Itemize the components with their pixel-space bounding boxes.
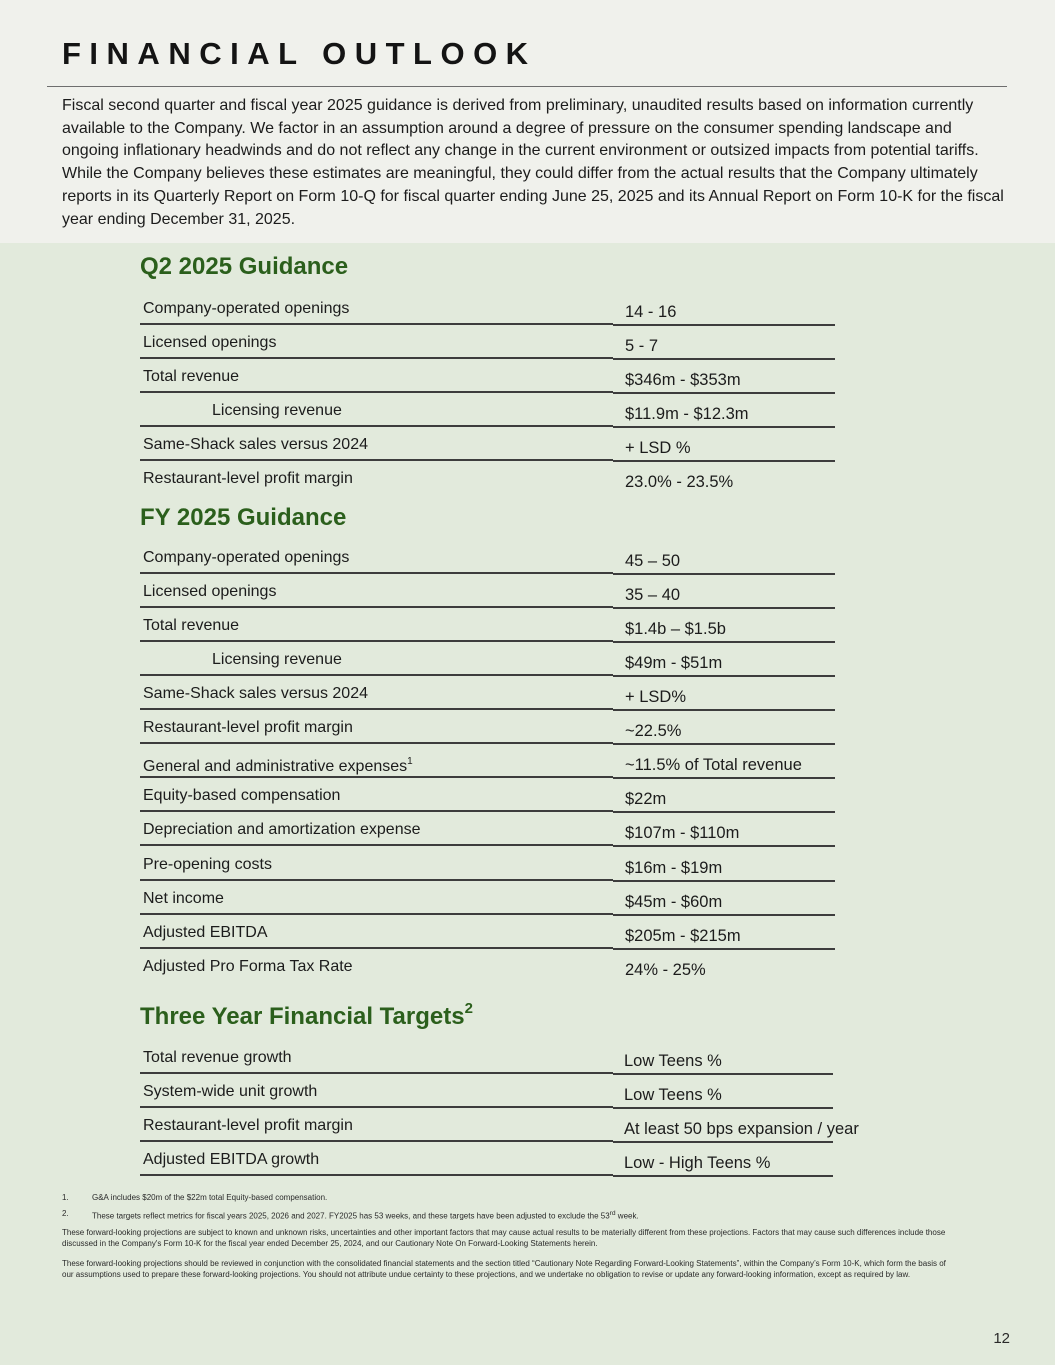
- fy-row-value: $205m - $215m: [625, 927, 741, 945]
- row-divider: [140, 1106, 613, 1108]
- fy-guidance-title: FY 2025 Guidance: [140, 504, 347, 531]
- fy-row-label: Company-operated openings: [143, 549, 350, 566]
- row-divider: [613, 1107, 833, 1109]
- row-divider: [613, 641, 835, 643]
- targets-row: [140, 1082, 836, 1116]
- fy-row-label: Restaurant-level profit margin: [143, 719, 353, 736]
- fy-row: [140, 786, 836, 820]
- disclaimer-paragraph-2: These forward-looking projections should be reviewed in conjunction with the consolidated financial statements and the section titled “Cautionary Note Regarding Forward-Looking Statements”, within the Company’s Form 10-K, which form the basis of our assumptions used to prepare these forward-looking projections. You should not attribute undue certainty to these projections, and we undertake no obligation to revise or update any forward-looking information, except as required by law.: [62, 1258, 946, 1279]
- targets-row-value: Low - High Teens %: [624, 1154, 771, 1172]
- q2-row-label: Restaurant-level profit margin: [143, 470, 353, 487]
- fy-row-value: ~22.5%: [625, 722, 682, 740]
- fy-row-value: $107m - $110m: [625, 824, 740, 842]
- fy-row-label: Adjusted Pro Forma Tax Rate: [143, 958, 353, 975]
- row-divider: [140, 1174, 613, 1176]
- row-divider: [613, 1141, 833, 1143]
- row-divider: [613, 948, 835, 950]
- footnote-text-b: week.: [615, 1211, 639, 1221]
- row-divider: [140, 879, 613, 881]
- targets-row-label: Total revenue growth: [143, 1049, 292, 1066]
- q2-row-value: 5 - 7: [625, 337, 659, 355]
- fy-row-label: Equity-based compensation: [143, 787, 341, 804]
- fy-row-label: Net income: [143, 890, 224, 907]
- fy-row-label: Adjusted EBITDA: [143, 924, 268, 941]
- footnote-ref-2: 2: [464, 1000, 473, 1017]
- row-divider: [140, 674, 613, 676]
- q2-row-value: 14 - 16: [625, 303, 677, 321]
- row-divider: [140, 323, 613, 325]
- fy-row: [140, 684, 836, 718]
- fy-row-label: [143, 752, 413, 777]
- fy-row: [140, 889, 836, 923]
- fy-row-label: Pre-opening costs: [143, 856, 272, 873]
- fy-row-label: Same-Shack sales versus 2024: [143, 685, 368, 702]
- targets-row-value: Low Teens %: [624, 1052, 722, 1070]
- q2-row-value: $346m - $353m: [625, 371, 741, 389]
- targets-title: [140, 1000, 473, 1031]
- fy-row-label-text: General and administrative expenses: [143, 758, 408, 775]
- fy-row-label: Licensing revenue: [212, 651, 342, 668]
- row-divider: [140, 606, 613, 608]
- fy-row-value: $45m - $60m: [625, 893, 723, 911]
- row-divider: [613, 1073, 833, 1075]
- targets-row: [140, 1116, 859, 1150]
- row-divider: [140, 357, 613, 359]
- row-divider: [140, 425, 613, 427]
- targets-row: [140, 1048, 836, 1082]
- fy-row: [140, 548, 836, 582]
- fy-row-value: 35 – 40: [625, 586, 681, 604]
- q2-row-label: Same-Shack sales versus 2024: [143, 436, 368, 453]
- row-divider: [613, 392, 835, 394]
- row-divider: [613, 1175, 833, 1177]
- footnote-text: G&A includes $20m of the $22m total Equity-based compensation.: [92, 1193, 328, 1202]
- fy-row: [140, 957, 836, 991]
- row-divider: [140, 776, 613, 778]
- row-divider: [140, 459, 613, 461]
- targets-row-label: Adjusted EBITDA growth: [143, 1151, 320, 1168]
- row-divider: [613, 426, 835, 428]
- footnote-1: [62, 1192, 957, 1203]
- q2-row-value: + LSD %: [625, 439, 691, 457]
- fy-row-value: ~11.5% of Total revenue: [625, 756, 802, 774]
- row-divider: [140, 572, 613, 574]
- fy-row: [140, 650, 836, 684]
- targets-row-value: At least 50 bps expansion / year: [624, 1120, 859, 1138]
- fy-row: [140, 923, 836, 957]
- row-divider: [613, 324, 835, 326]
- disclaimer-paragraph-1: These forward-looking projections are subject to known and unknown risks, uncertainties and other important factors that may cause actual results to be materially different from these projections. Factors that may cause such differences include those discussed in the Company's Form 10-K for the fiscal year ended December 25, 2024, and our Cautionary Note On Forward-Looking Statements herein.: [62, 1227, 946, 1248]
- row-divider: [613, 914, 835, 916]
- footnote-sup: rd: [609, 1210, 616, 1217]
- row-divider: [140, 810, 613, 812]
- fy-row-value: $1.4b – $1.5b: [625, 620, 726, 638]
- row-divider: [613, 743, 835, 745]
- row-divider: [140, 913, 613, 915]
- footnote-text: [92, 1208, 639, 1222]
- row-divider: [613, 709, 835, 711]
- row-divider: [613, 573, 835, 575]
- row-divider: [140, 844, 613, 846]
- q2-guidance-title: Q2 2025 Guidance: [140, 253, 349, 280]
- q2-row: [140, 401, 836, 435]
- q2-row-label: Company-operated openings: [143, 300, 350, 317]
- row-divider: [140, 391, 613, 393]
- footnote-number: 2.: [62, 1209, 69, 1218]
- targets-row-value: Low Teens %: [624, 1086, 722, 1104]
- q2-row: [140, 435, 836, 469]
- q2-row: [140, 299, 836, 333]
- q2-row: [140, 469, 836, 503]
- footnote-ref-1: 1: [407, 756, 413, 767]
- row-divider: [140, 1072, 613, 1074]
- intro-paragraph: Fiscal second quarter and fiscal year 2025 guidance is derived from preliminary, unaudited results based on information currently available to the Company. We factor in an assumption around a degree of pressure on the consumer spending landscape and ongoing inflationary headwinds and do not reflect any change in the current environment or outsized impacts from potential tariffs. While the Company believes these estimates are meaningful, they could differ from the actual results that the Company ultimately reports in its Quarterly Report on Form 10-Q for fiscal quarter ending June 25, 2025 and its Annual Report on Form 10-K for the fiscal year ending December 31, 2025.: [62, 97, 1004, 228]
- row-divider: [613, 880, 835, 882]
- fy-row-value: $22m: [625, 790, 667, 808]
- footnote-text-a: These targets reflect metrics for fiscal years 2025, 2026 and 2027. FY2025 has 53 weeks, and these targets have been adjusted to exclude the 53: [92, 1211, 610, 1221]
- fy-row: [140, 582, 836, 616]
- q2-row-label: Total revenue: [143, 368, 240, 385]
- footnote-number: 1.: [62, 1193, 69, 1202]
- q2-row-label: Licensed openings: [143, 334, 277, 351]
- targets-row-label: Restaurant-level profit margin: [143, 1117, 353, 1134]
- fy-row: [140, 855, 836, 889]
- fy-row: [140, 820, 836, 854]
- q2-row-value: 23.0% - 23.5%: [625, 473, 734, 491]
- row-divider: [140, 1140, 613, 1142]
- fy-row-value: + LSD%: [625, 688, 686, 706]
- fy-row-label: Licensed openings: [143, 583, 277, 600]
- footnotes: [62, 1192, 957, 1280]
- page-number: 12: [993, 1330, 1010, 1347]
- q2-row: [140, 333, 836, 367]
- targets-row-label: System-wide unit growth: [143, 1083, 318, 1100]
- fy-row-value: $16m - $19m: [625, 859, 723, 877]
- targets-title-text: Three Year Financial Targets: [140, 1003, 465, 1030]
- fy-row: [140, 752, 836, 786]
- row-divider: [613, 358, 835, 360]
- q2-row-label: Licensing revenue: [212, 402, 342, 419]
- row-divider: [140, 708, 613, 710]
- row-divider: [613, 811, 835, 813]
- row-divider: [140, 947, 613, 949]
- footnote-2: [62, 1208, 957, 1222]
- row-divider: [140, 742, 613, 744]
- q2-row-value: $11.9m - $12.3m: [625, 405, 749, 423]
- fy-row-value: 45 – 50: [625, 552, 681, 570]
- row-divider: [613, 607, 835, 609]
- q2-row: [140, 367, 836, 401]
- row-divider: [613, 845, 835, 847]
- row-divider: [140, 640, 613, 642]
- fy-row: [140, 718, 836, 752]
- fy-row-label: Total revenue: [143, 617, 240, 634]
- row-divider: [613, 675, 835, 677]
- fy-row: [140, 616, 836, 650]
- fy-row-label: Depreciation and amortization expense: [143, 821, 421, 838]
- targets-row: [140, 1150, 836, 1184]
- title-divider: [47, 86, 1007, 87]
- page-title: FINANCIAL OUTLOOK: [62, 36, 537, 71]
- fy-row-value: $49m - $51m: [625, 654, 723, 672]
- fy-row-value: 24% - 25%: [625, 961, 706, 979]
- row-divider: [613, 460, 835, 462]
- row-divider: [613, 777, 835, 779]
